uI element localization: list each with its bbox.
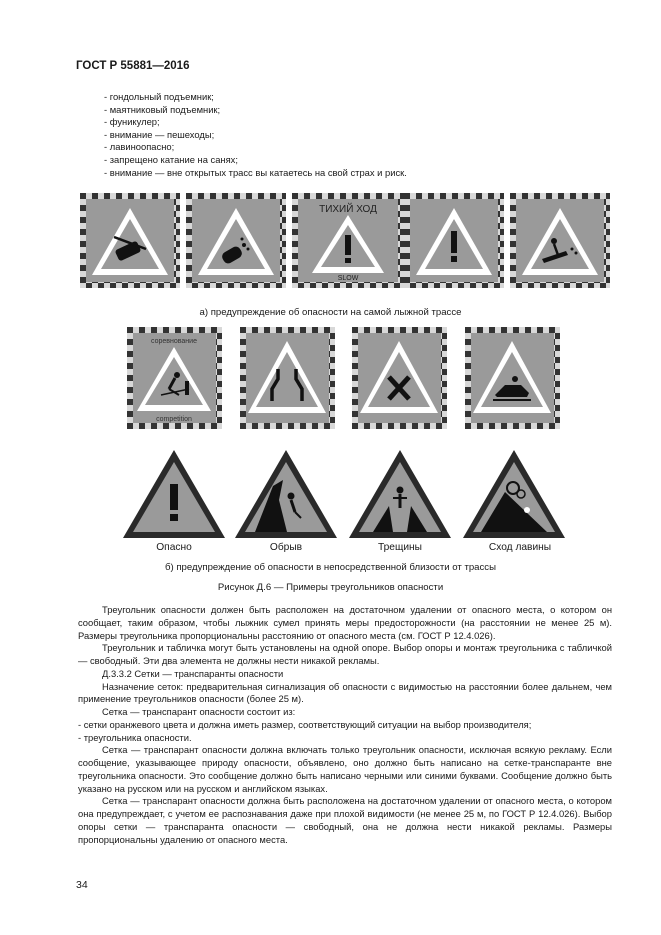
warning-sign-narrowing (240, 327, 335, 429)
list-item: - внимание — вне открытых трасс вы катаетесь на свой страх и риск. (104, 166, 407, 178)
section-heading: Д.3.3.2 Сетки — транспаранты опасности (102, 667, 284, 679)
exclamation-icon (451, 231, 457, 262)
list-item: - фуникулер; (104, 116, 160, 128)
document-header: ГОСТ Р 55881—2016 (76, 60, 190, 72)
list-item: - маятниковый подъемник; (104, 103, 221, 115)
exclamation-icon (170, 484, 178, 521)
warning-sign-cross (352, 327, 447, 429)
sign-top-text: ТИХИЙ ХОД (319, 204, 377, 215)
sign-label-avalanche: Сход лавины (488, 542, 552, 553)
warning-sign-slow (292, 193, 404, 288)
body-text (78, 604, 612, 846)
paragraph: Назначение сеток: предварительная сигнализация об опасности с видимостью на расстоянии более дальнем, чем применение треугольников опасности (более 25 м). (78, 680, 612, 705)
sign-bottom-text: competition (156, 416, 192, 423)
warning-sign-groomer (186, 193, 286, 288)
list-item: - треугольника опасности. (78, 731, 192, 743)
list-item: - сетки оранжевого цвета и должна иметь размер, соответствующий ситуации на выбор производителя; (78, 718, 532, 730)
sign-bottom-text: SLOW (337, 275, 359, 282)
figure-title: Рисунок Д.6 — Примеры треугольников опасности (217, 582, 444, 593)
paragraph: Треугольник и табличка могут быть установлены на одной опоре. Выбор опоры и монтаж треугольника с табличкой — свободный. Эти два элемента не должны нести никакой рекламы. (78, 642, 612, 666)
paragraph: Треугольник опасности должен быть расположен на достаточном удалении от опасного места, о котором он сообщает, таким образом, чтобы лыжник сумел принять меры предосторожности (на расстоянии не менее 25 м). Размеры треугольника пропорциональны расстоянию от опасного места (см. ГОСТ Р 12.4.026). (78, 604, 612, 641)
danger-triangle (121, 448, 227, 540)
list-item: - лавиноопасно; (104, 141, 175, 153)
exclamation-icon (345, 235, 351, 263)
list-item: - гондольный подъемник; (104, 91, 214, 102)
paragraph: Сетка — транспарант опасности состоит из: (102, 706, 296, 717)
paragraph: Сетка — транспарант опасности должна включать только треугольник опасности, исключая всякую рекламу. Если сообщение, указывающее природу опасности, объявлено, оно должно быть написано на сетке-транспаранте вне треугольника опасности. Это сообщение должно быть написано черными или синими буквами. Сообщение должно быть указано на русском или на русском и английском языках. (78, 744, 612, 794)
list-item: - запрещено катание на санях; (104, 153, 238, 165)
crevasse-triangle (347, 448, 453, 540)
cliff-triangle (233, 448, 339, 540)
avalanche-triangle (461, 448, 567, 540)
page-number: 34 (76, 879, 88, 891)
paragraph: Сетка — транспарант опасности должна быть расположена на достаточном удалении от опасного места, о котором она предупреждает, с учетом ее распознавания даже при плохой видимости (не менее 25 м, по ГОСТ Р 12.4.026). Выбор опоры сетки — транспаранта опасности — свободный, она не должна нести никакой рекламы. Размеры пропорциональны удалению от опасного места. (78, 795, 612, 845)
warning-sign-gondola (80, 193, 180, 288)
warning-sign-danger (404, 193, 504, 288)
warning-sign-snow-cannon (510, 193, 610, 288)
sign-label-danger: Опасно (156, 542, 192, 553)
bullet-list (104, 91, 407, 179)
warning-sign-competition (127, 327, 222, 429)
sign-label-cliff: Обрыв (269, 542, 303, 553)
caption-a: а) предупреждение об опасности на самой лыжной трассе (199, 307, 462, 318)
caption-b: б) предупреждение об опасности в непосредственной близости от трассы (164, 562, 497, 573)
list-item: - внимание — пешеходы; (104, 128, 215, 140)
sign-label-crevasse: Трещины (377, 542, 422, 553)
warning-sign-snowmobile (465, 327, 560, 429)
sign-top-text: соревнование (151, 338, 197, 345)
